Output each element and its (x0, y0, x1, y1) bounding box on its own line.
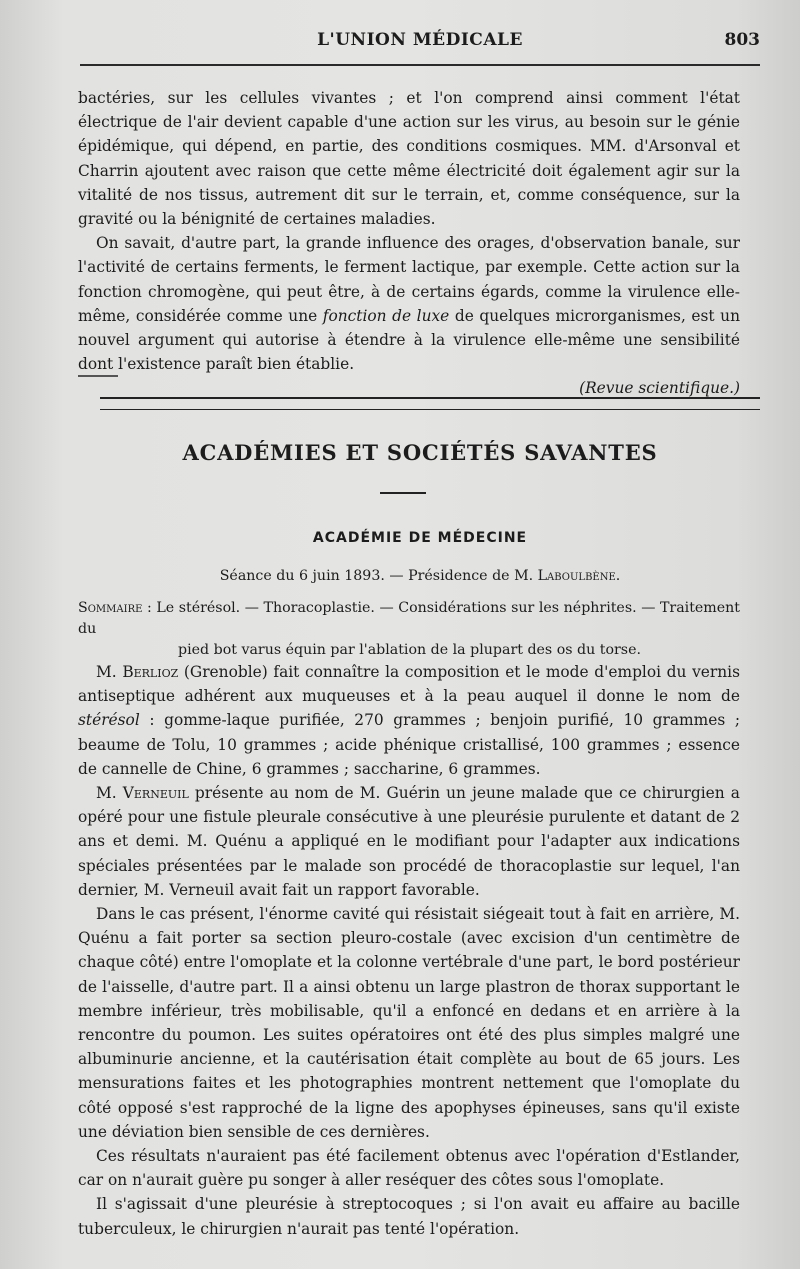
article-continuation (78, 86, 740, 401)
president-name: Laboulbène (537, 568, 616, 584)
title-abbrev: M. (96, 784, 117, 803)
speaker-name: Berlioz (122, 663, 179, 681)
paragraph-text: de quelques microrganismes, est un nouvel argument qui autorise à étendre à la virulence elle-même une sensibilité dont l'existence paraît bien établie. (78, 306, 740, 374)
session-text: . (615, 568, 621, 584)
title-abbrev: M. (96, 663, 117, 681)
summary-text: pied bot varus équin par l'ablation de la plupart des os du torse. (178, 642, 641, 658)
header-rule (80, 64, 760, 66)
session-line (80, 568, 760, 584)
paragraph-text: (Grenoble) fait connaître la composition et le mode d'emploi du vernis antiseptique adhérent aux muqueuses et à la peau auquel il donne le nom de (78, 663, 740, 706)
paragraph (78, 781, 740, 902)
page-number: 803 (724, 30, 760, 50)
session-report (78, 660, 740, 1241)
speaker-name: Verneuil (122, 784, 189, 803)
emphasis: fonction de luxe (322, 306, 450, 325)
paragraph: Ces résultats n'auraient pas été facilement obtenus avec l'opération d'Estlander, car on n'aurait guère pu songer à aller reséquer des côtes sous l'omoplate. (78, 1147, 740, 1190)
paragraph-text: On savait, d'autre part, la grande influence des orages, d'observation banale, sur l'activité de certains ferments, le ferment lactique, par exemple. Cette action sur la fonction chromogène, qui peut être, à de certains égards, comme la virulence elle-même, considérée comme une (78, 234, 740, 325)
section-title: ACADÉMIES ET SOCIÉTÉS SAVANTES (182, 440, 658, 465)
summary-text: : Le stérésol. — Thoracoplastie. — Considérations sur les néphrites. — Traitement du (78, 600, 740, 637)
running-head (80, 30, 760, 60)
emphasis: stérésol (78, 711, 140, 730)
paragraph (78, 231, 740, 376)
paragraph: Dans le cas présent, l'énorme cavité qui résistait siégeait tout à fait en arrière, M. Quénu a fait porter sa section pleuro-costale (avec excision d'un centimètre de chaque côté) entre l'omoplate et la colonne vertébrale d'une part, le bord postérieur de l'aisselle, d'autre part. Il a ainsi obtenu un large plastron de thorax supportant le membre inférieur, très mobilisable, qu'il a enfoncé en dedans et en arrière à la rencontre du poumon. Les suites opératoires ont été des plus simples malgré une albuminurie ancienne, et la cautérisation était complète au bout de 65 jours. Les mensurations faites et les photographies montrent nettement que l'omoplate du côté opposé s'est rapproché de la ligne des apophyses épineuses, sans qu'il existe une déviation bien sensible de ces dernières. (78, 905, 740, 1141)
summary (78, 598, 740, 661)
session-text: Séance du 6 juin 1893. — Présidence de M. (219, 568, 538, 584)
separator-dash (78, 375, 118, 377)
subsection-title: ACADÉMIE DE MÉDECINE (312, 530, 528, 546)
source-citation: (Revue scientifique.) (579, 379, 740, 398)
paragraph (78, 660, 740, 781)
paragraph: Il s'agissait d'une pleurésie à streptocoques ; si l'on avait eu affaire au bacille tuberculeux, le chirurgien n'aurait pas tenté l'opération. (78, 1195, 740, 1238)
summary-label: Sommaire (78, 600, 143, 616)
paragraph: bactéries, sur les cellules vivantes ; et l'on comprend ainsi comment l'état électrique de l'air devient capable d'une action sur les virus, au besoin sur le génie épidémique, qui dépend, en partie, des conditions cosmiques. MM. d'Arsonval et Charrin ajoutent avec raison que cette même électricité doit également agir sur la vitalité de nos tissus, autrement dit sur le terrain, et, comme conséquence, sur la gravité ou la bénignité de certaines maladies. (78, 89, 740, 229)
title-rule (380, 492, 426, 494)
paragraph-text: présente au nom de M. Guérin un jeune malade que ce chirurgien a opéré pour une fistule pleurale consécutive à une pleurésie purulente et datant de 2 ans et demi. M. Quénu a appliqué en le modifiant pour l'adapter aux indications spéciales présentées par le malade son procédé de thoracoplastie sur lequel, l'an dernier, M. Verneuil avait fait un rapport favorable. (78, 784, 740, 899)
paragraph-text: : gomme-laque purifiée, 270 grammes ; benjoin purifié, 10 grammes ; beaume de Tolu, 10 grammes ; acide phénique cristallisé, 100 grammes ; essence de cannelle de Chine, 6 grammes ; saccharine, 6 grammes. (78, 711, 740, 778)
section-double-rule (100, 397, 760, 410)
running-title: L'UNION MÉDICALE (317, 30, 523, 50)
